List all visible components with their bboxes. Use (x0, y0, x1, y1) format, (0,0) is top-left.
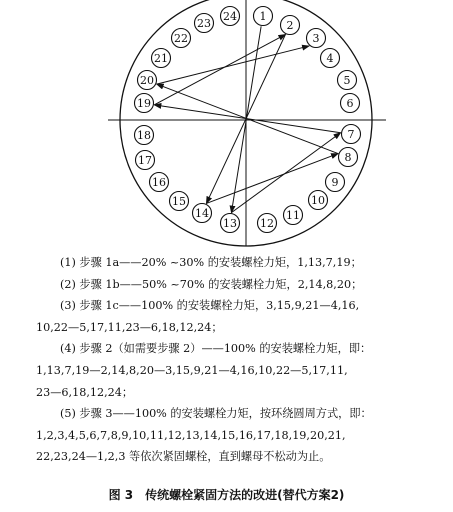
bolt-label: 13 (223, 217, 237, 230)
bolt-20 (138, 71, 157, 90)
bolt-label: 17 (138, 154, 152, 167)
bolt-2 (281, 16, 300, 35)
bolt-18 (135, 126, 154, 145)
bolt-label: 1 (259, 10, 267, 23)
bolt-17 (136, 151, 155, 170)
step-line: (4) 步骤 2（如需要步骤 2）——100% 的安装螺栓力矩，即： (60, 342, 372, 356)
bolt-label: 15 (172, 195, 186, 208)
bolt-label: 4 (326, 52, 334, 65)
sequence-arrow-8-to-20 (157, 84, 338, 153)
bolt-1 (254, 7, 273, 26)
bolt-label: 20 (140, 74, 154, 87)
bolt-label: 11 (286, 209, 300, 222)
bolt-11 (284, 206, 303, 225)
bolt-21 (152, 49, 171, 68)
step-line: (5) 步骤 3——100% 的安装螺栓力矩，按环绕圆周方式，即： (60, 407, 372, 421)
figure-caption: 图 3 传统螺栓紧固方法的改进(替代方案2) (108, 488, 345, 502)
step-line: 22,23,24—1,2,3 等依次紧固螺栓，直到螺母不松动为止。 (36, 450, 331, 464)
bolt-10 (309, 191, 328, 210)
bolt-4 (321, 49, 340, 68)
bolt-label: 14 (195, 207, 209, 220)
bolt-label: 18 (137, 129, 151, 142)
bolt-6 (341, 94, 360, 113)
step-line: 10,22—5,17,11,23—6,18,12,24； (36, 320, 223, 334)
bolt-label: 5 (343, 74, 351, 87)
bolt-24 (221, 7, 240, 26)
bolt-8 (339, 148, 358, 167)
step-line: 1,13,7,19—2,14,8,20—3,15,9,21—4,16,10,22—5,17,11, (36, 363, 348, 377)
sequence-arrow-20-to-3 (157, 46, 309, 84)
bolt-label: 6 (346, 97, 354, 110)
bolt-22 (172, 29, 191, 48)
step-line: (2) 步骤 1b——50% ~70% 的安装螺栓力矩，2,14,8,20； (60, 277, 363, 291)
bolt-3 (307, 29, 326, 48)
step-line: (3) 步骤 1c——100% 的安装螺栓力矩，3,15,9,21—4,16, (60, 299, 360, 313)
bolt-label: 7 (347, 128, 355, 141)
tightening-sequence-arrows (154, 26, 340, 212)
bolt-19 (135, 94, 154, 113)
bolt-label: 10 (311, 194, 325, 207)
bolt-14 (193, 204, 212, 223)
bolt-13 (221, 214, 240, 233)
bolt-23 (195, 14, 214, 33)
bolt-16 (150, 173, 169, 192)
bolt-12 (258, 214, 277, 233)
bolt-label: 22 (174, 32, 188, 45)
bolt-label: 16 (152, 176, 166, 189)
step-line: (1) 步骤 1a——20% ~30% 的安装螺栓力矩，1,13,7,19； (60, 256, 362, 269)
step-line: 23—6,18,12,24； (36, 385, 134, 399)
bolt-label: 8 (344, 151, 352, 164)
bolt-label: 23 (197, 17, 211, 30)
bolt-label: 21 (154, 52, 168, 65)
bolt-label: 24 (223, 10, 237, 23)
bolt-label: 19 (137, 97, 151, 110)
bolt-15 (170, 192, 189, 211)
bolt-label: 12 (260, 217, 274, 230)
bolt-label: 3 (312, 32, 320, 45)
bolt-7 (342, 125, 361, 144)
bolt-5 (338, 71, 357, 90)
step-instructions (36, 252, 440, 468)
bolt-9 (326, 173, 345, 192)
bolt-label: 9 (331, 176, 339, 189)
step-line: 1,2,3,4,5,6,7,8,9,10,11,12,13,14,15,16,17,18,19,20,21, (36, 428, 346, 442)
bolt-sequence-diagram (0, 0, 453, 252)
bolt-label: 2 (286, 19, 294, 32)
